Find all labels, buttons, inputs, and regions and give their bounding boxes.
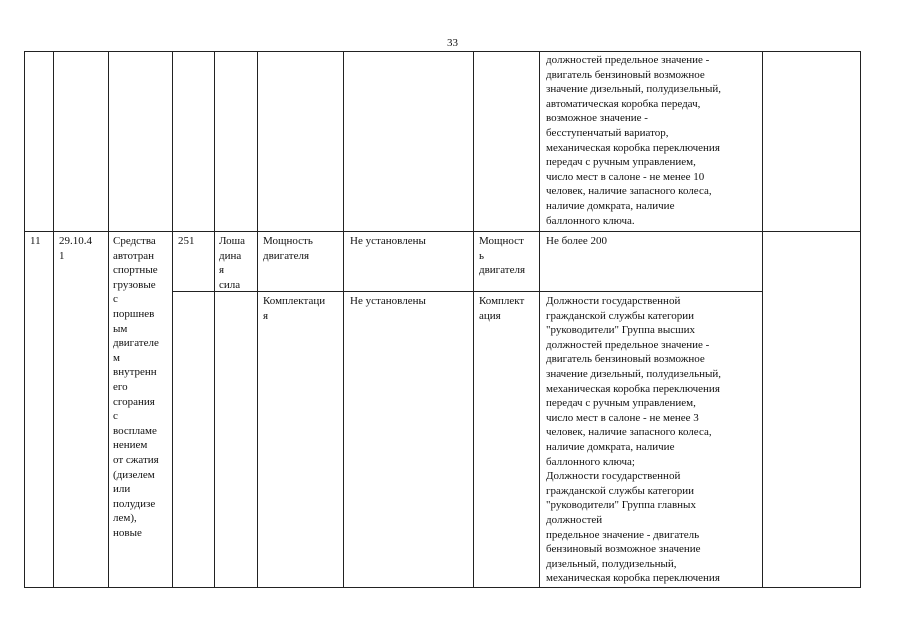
unit-name: Лоша дина я сила bbox=[219, 235, 246, 291]
characteristic-name: Комплектаци я bbox=[263, 295, 326, 322]
page-number: 33 bbox=[447, 37, 458, 49]
column-border bbox=[214, 51, 215, 588]
okpd2-code: 29.10.4 1 bbox=[59, 235, 92, 262]
column-border bbox=[172, 51, 173, 588]
column-border bbox=[53, 51, 54, 588]
subrow-separator bbox=[172, 291, 762, 292]
characteristic-name-approved: Комплект ация bbox=[479, 295, 525, 322]
characteristic-value: Не установлены bbox=[350, 235, 426, 247]
column-border bbox=[108, 51, 109, 588]
column-border bbox=[473, 51, 474, 588]
column-border bbox=[539, 51, 540, 588]
column-border bbox=[762, 51, 763, 588]
column-border bbox=[257, 51, 258, 588]
column-border bbox=[24, 51, 25, 588]
characteristic-value: Не установлены bbox=[350, 295, 426, 307]
table-top-border bbox=[24, 51, 861, 52]
table-bottom-border bbox=[24, 587, 861, 588]
row-separator bbox=[24, 231, 861, 232]
characteristic-name: Мощность двигателя bbox=[263, 235, 313, 262]
okei-code: 251 bbox=[178, 235, 195, 247]
row-number: 11 bbox=[30, 235, 41, 247]
characteristic-name-approved: Мощност ь двигателя bbox=[479, 235, 526, 277]
characteristic-requirements: Не более 200 bbox=[546, 235, 608, 247]
column-border bbox=[860, 51, 861, 588]
characteristic-requirements: Должности государственной гражданской службы категории "руководители" Группа высших должностей предельное значение - двигатель бензиновый возможное значение дизельный, полудизельный, механическая коробка переключения передач с ручным управлением, число мест в салоне - не менее 3 человек, наличие запасного колеса, наличие домкрата, наличие баллонного ключа; Должности государственной гражданской службы категории "руководители" Группа главных должностей предельное значение - двигатель бензиновый возможное значение дизельный, полудизельный, механическая коробка переключения bbox=[546, 295, 722, 585]
continuation-requirements: должностей предельное значение - двигатель бензиновый возможное значение дизельный, полудизельный, автоматическая коробка передач, возможное значение - бесступенчатый вариатор, механическая коробка переключения передач с ручным управлением, число мест в салоне - не менее 10 человек, наличие запасного колеса, наличие домкрата, наличие баллонного ключа. bbox=[546, 54, 722, 227]
column-border bbox=[343, 51, 344, 588]
product-name: Средства автотран спортные грузовые с поршнев ым двигателе м внутренн его сгорания с воспламе нением от сжатия (дизелем или полудизе лем), новые bbox=[113, 235, 159, 539]
